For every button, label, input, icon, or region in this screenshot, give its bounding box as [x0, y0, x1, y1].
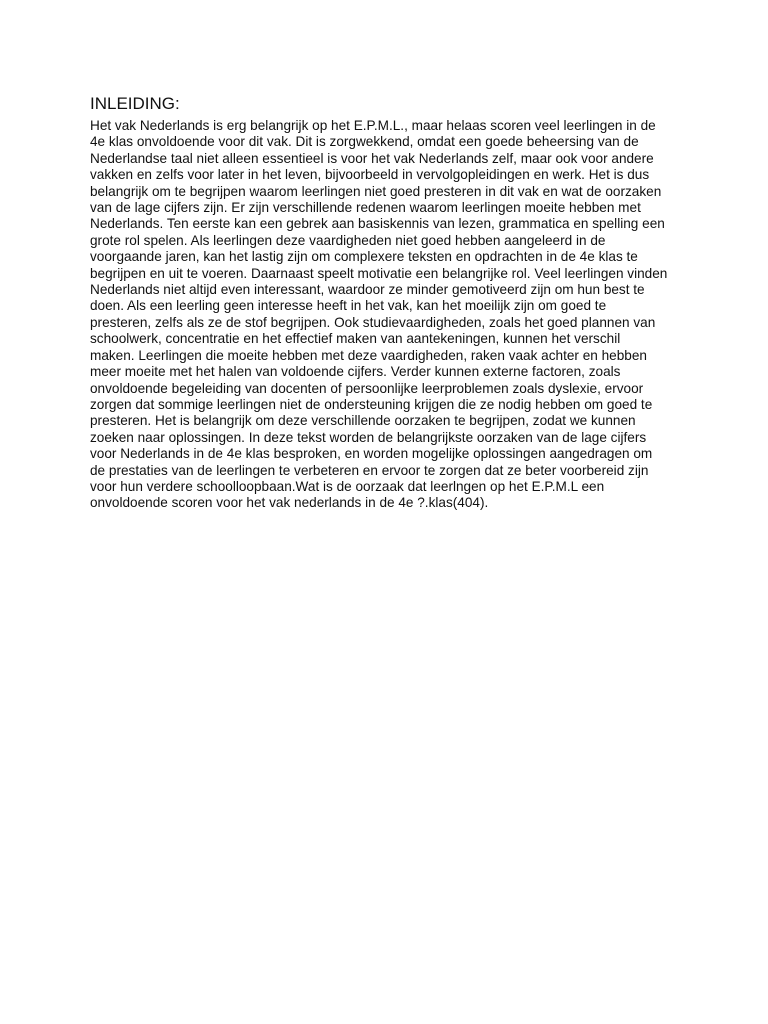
body-line: doen. Als een leerling geen interesse heeft in het vak, kan het moeilijk zijn om goed te	[90, 298, 607, 314]
body-line: 4e klas onvoldoende voor dit vak. Dit is zorgwekkend, omdat een goede beheersing van de	[90, 134, 639, 150]
body-line: meer moeite met het halen van voldoende cijfers. Verder kunnen externe factoren, zoals	[90, 364, 621, 380]
document-body	[90, 118, 690, 512]
body-line: presteren. Het is belangrijk om deze verschillende oorzaken te begrijpen, zodat we kunnen	[90, 413, 636, 429]
body-line: maken. Leerlingen die moeite hebben met deze vaardigheden, raken vaak achter en hebben	[90, 347, 647, 363]
document-heading: INLEIDING:	[90, 94, 180, 113]
body-line: onvoldoende scoren voor het vak nederlands in de 4e ?.klas(404).	[90, 495, 489, 511]
body-line: belangrijk om te begrijpen waarom leerlingen niet goed presteren in dit vak en wat de oorzaken	[90, 183, 662, 199]
body-line: Nederlands niet altijd even interessant, waardoor ze minder gemotiveerd zijn om hun best te	[90, 282, 645, 298]
body-line: voor hun verdere schoolloopbaan.Wat is de oorzaak dat leerlngen op het E.P.M.L een	[90, 478, 605, 494]
body-line: begrijpen en uit te voeren. Daarnaast speelt motivatie een belangrijke rol. Veel leerlingen vinden	[90, 265, 668, 281]
body-line: de prestaties van de leerlingen te verbeteren en ervoor te zorgen dat ze beter voorbereid zijn	[90, 462, 649, 478]
body-line: zorgen dat sommige leerlingen niet de ondersteuning krijgen die ze nodig hebben om goed te	[90, 396, 653, 412]
body-line: van de lage cijfers zijn. Er zijn verschillende redenen waarom leerlingen moeite hebben met	[90, 200, 641, 216]
body-line: voorgaande jaren, kan het lastig zijn om complexere teksten en opdrachten in de 4e klas te	[90, 249, 638, 265]
body-line: voor Nederlands in de 4e klas besproken, en worden mogelijke oplossingen aangedragen om	[90, 446, 653, 462]
body-line: Het vak Nederlands is erg belangrijk op het E.P.M.L., maar helaas scoren veel leerlingen in de	[90, 118, 656, 133]
body-line: grote rol spelen. Als leerlingen deze vaardigheden niet goed hebben aangeleerd in de	[90, 232, 606, 248]
body-line: Nederlands. Ten eerste kan een gebrek aan basiskennis van lezen, grammatica en spelling een	[90, 216, 665, 232]
body-line: onvoldoende begeleiding van docenten of persoonlijke leerproblemen zoals dyslexie, ervoor	[90, 380, 644, 396]
body-line: vakken en zelfs voor later in het leven, bijvoorbeeld in vervolgopleidingen en werk. Het is dus	[90, 167, 650, 183]
body-line: presteren, zelfs als ze de stof begrijpen. Ook studievaardigheden, zoals het goed plannen van	[90, 314, 656, 330]
body-line: Nederlandse taal niet alleen essentieel is voor het vak Nederlands zelf, maar ook voor andere	[90, 150, 654, 166]
body-line: zoeken naar oplossingen. In deze tekst worden de belangrijkste oorzaken van de lage cijfers	[90, 429, 647, 445]
body-line: schoolwerk, concentratie en het effectief maken van aantekeningen, kunnen het verschil	[90, 331, 621, 347]
